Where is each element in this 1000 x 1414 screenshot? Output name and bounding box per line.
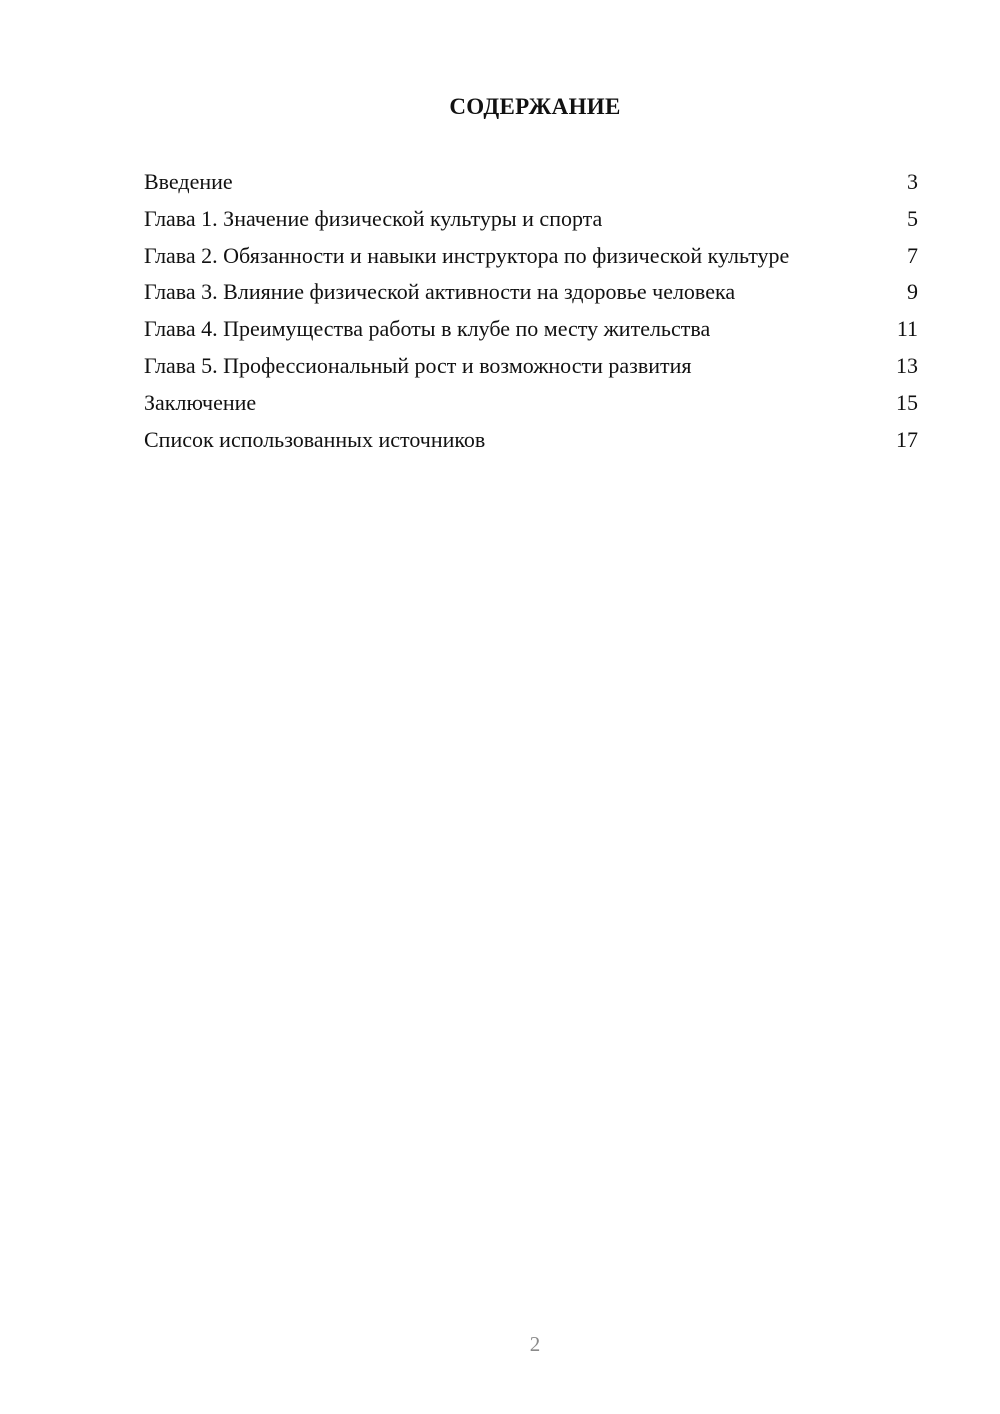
page-title: СОДЕРЖАНИЕ bbox=[449, 94, 621, 119]
toc-entry-title: Глава 5. Профессиональный рост и возможности развития bbox=[144, 353, 692, 378]
toc-entry-chapter-2[interactable] bbox=[144, 242, 918, 269]
toc-entry-page: 3 bbox=[907, 169, 918, 194]
table-of-contents bbox=[144, 168, 918, 463]
toc-entry-conclusion[interactable] bbox=[144, 389, 918, 416]
toc-entry-title: Глава 3. Влияние физической активности на здоровье человека bbox=[144, 279, 736, 304]
page-number: 2 bbox=[529, 1332, 541, 1356]
toc-entry-chapter-4[interactable] bbox=[144, 315, 918, 342]
toc-entry-page: 5 bbox=[907, 206, 918, 231]
toc-entry-references[interactable] bbox=[144, 426, 918, 453]
toc-entry-title: Введение bbox=[144, 169, 233, 194]
toc-entry-title: Глава 2. Обязанности и навыки инструктора по физической культуре bbox=[144, 243, 790, 268]
toc-entry-title: Глава 4. Преимущества работы в клубе по месту жительства bbox=[144, 316, 711, 341]
toc-entry-page: 17 bbox=[896, 427, 918, 452]
toc-entry-page: 13 bbox=[896, 353, 918, 378]
toc-entry-introduction[interactable] bbox=[144, 168, 918, 195]
toc-entry-chapter-1[interactable] bbox=[144, 205, 918, 232]
toc-entry-page: 11 bbox=[896, 316, 918, 341]
toc-entry-title: Заключение bbox=[144, 390, 257, 415]
toc-entry-chapter-3[interactable] bbox=[144, 278, 918, 305]
toc-entry-title: Список использованных источников bbox=[144, 427, 486, 452]
toc-entry-page: 9 bbox=[907, 279, 918, 304]
toc-entry-title: Глава 1. Значение физической культуры и спорта bbox=[144, 206, 603, 231]
toc-entry-chapter-5[interactable] bbox=[144, 352, 918, 379]
toc-entry-page: 15 bbox=[896, 390, 918, 415]
toc-entry-page: 7 bbox=[907, 243, 918, 268]
